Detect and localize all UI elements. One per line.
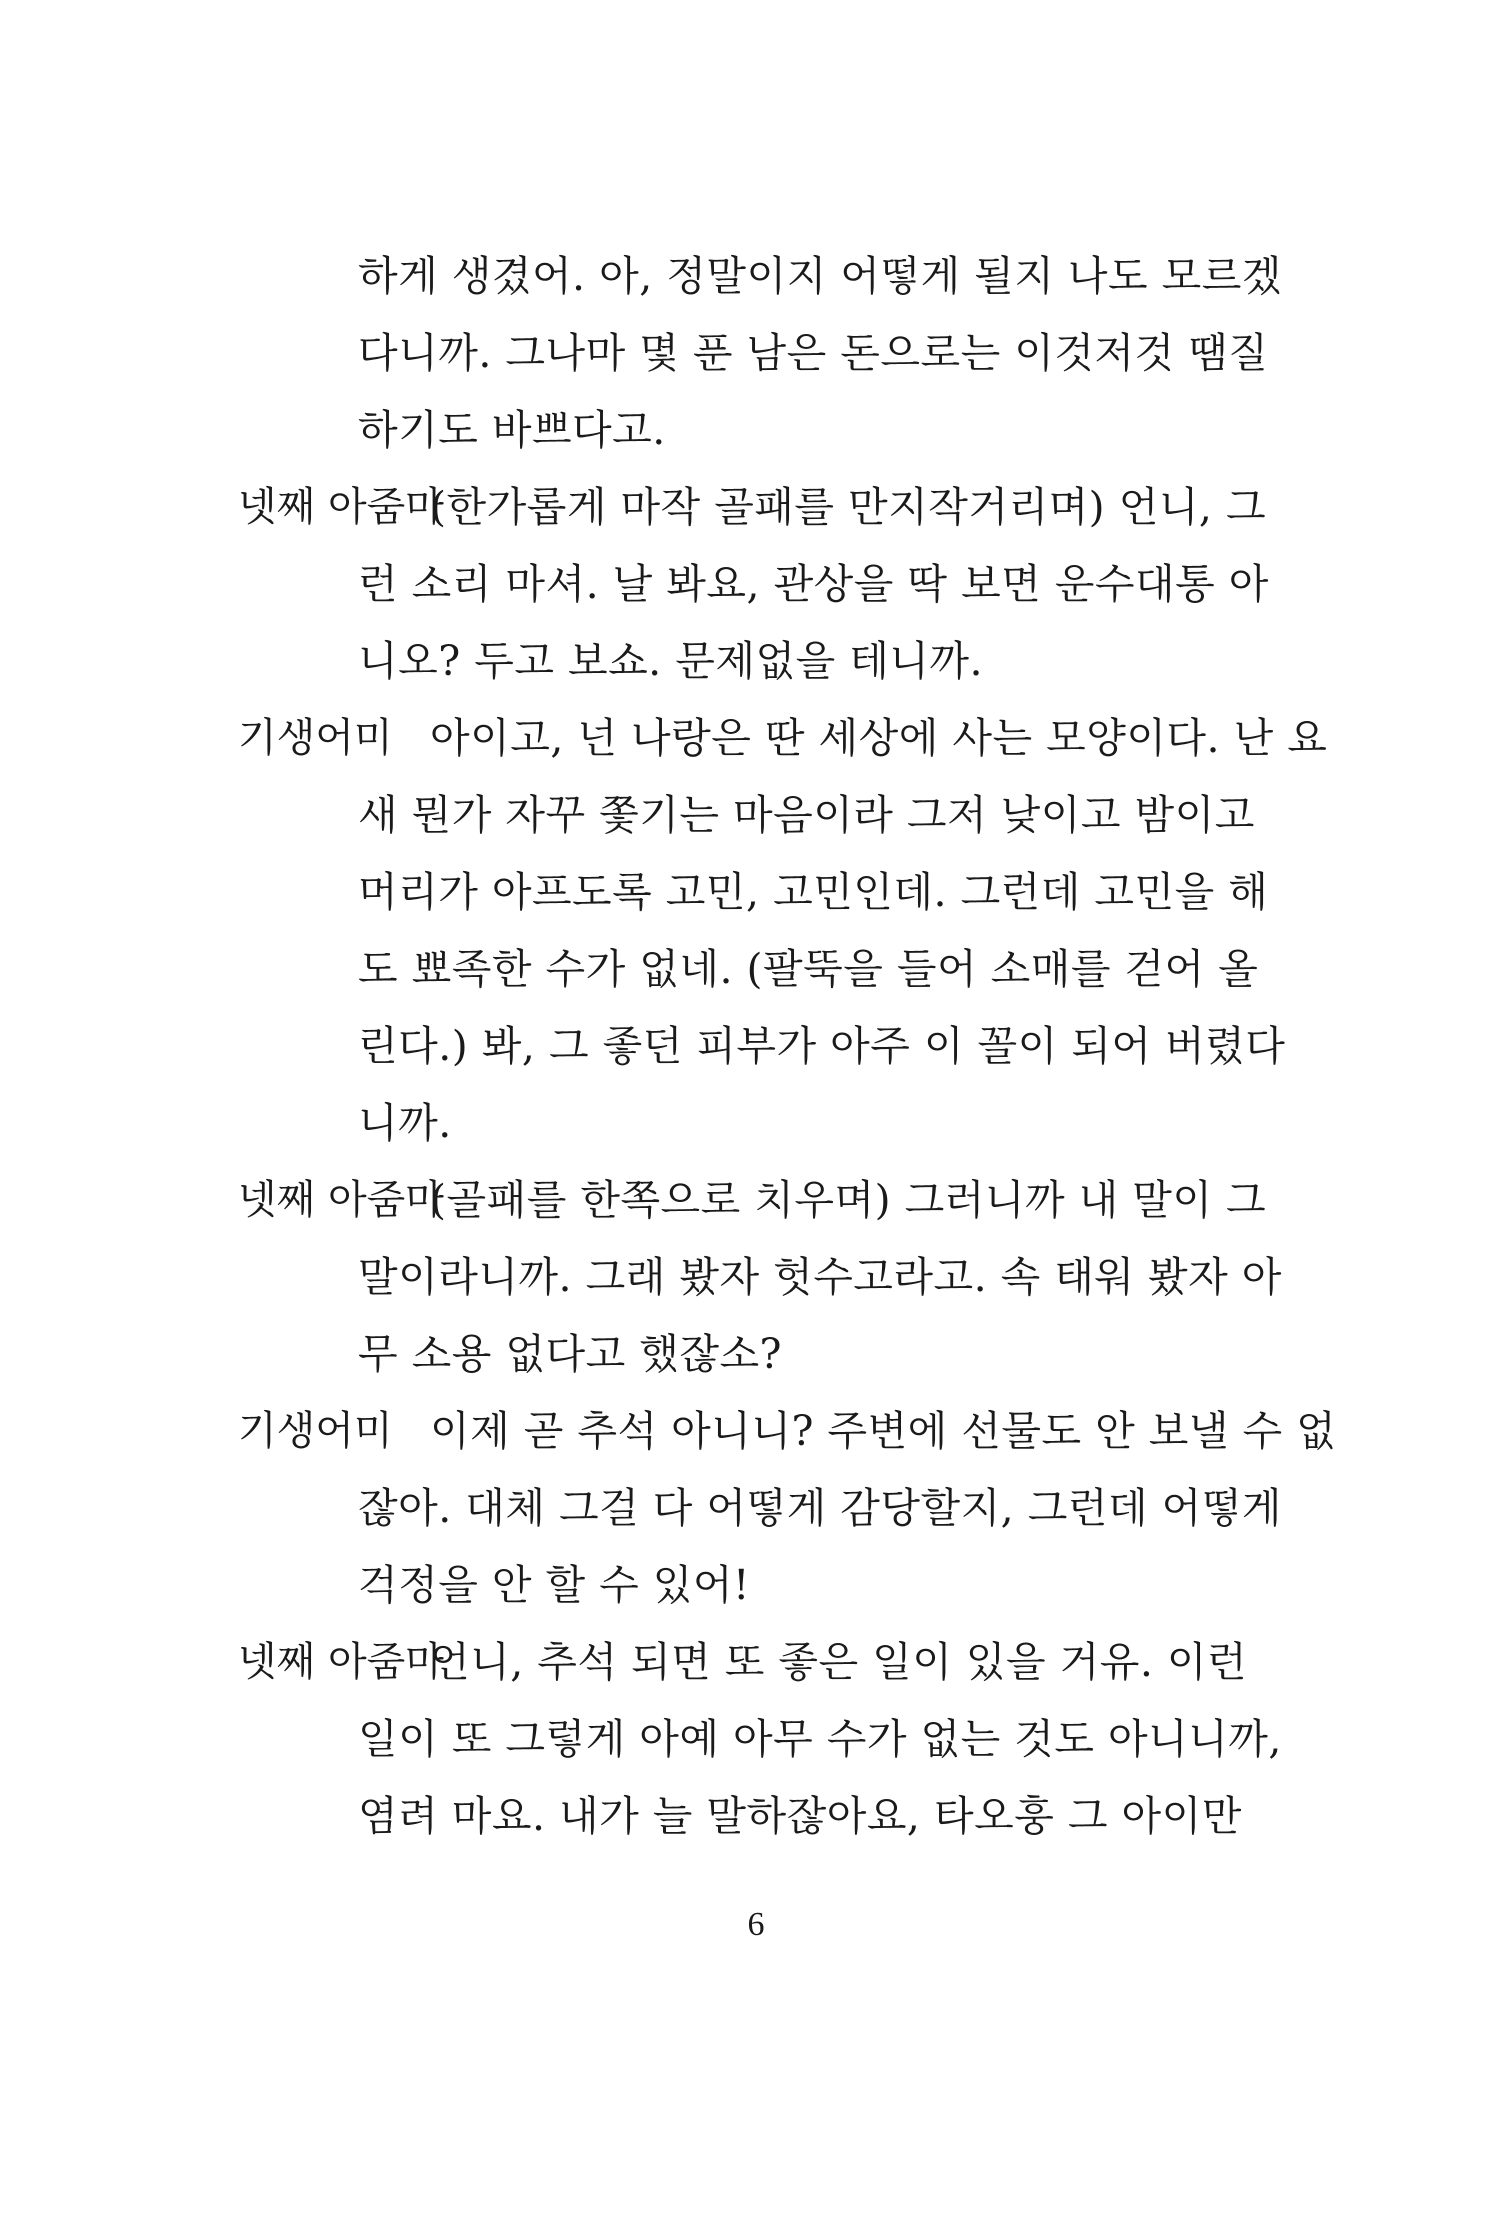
dialogue-line: 다니까. 그나마 몇 푼 남은 돈으로는 이것저것 땜질 [358, 329, 1269, 377]
dialogue-line: 일이 또 그렇게 아예 아무 수가 없는 것도 아니니까, [358, 1715, 1282, 1763]
dialogue-line: 말이라니까. 그래 봤자 헛수고라고. 속 태워 봤자 아 [358, 1253, 1282, 1301]
dialogue-line: (한가롭게 마작 골패를 만지작거리며) 언니, 그 [430, 483, 1267, 531]
dialogue-line: 린다.) 봐, 그 좋던 피부가 아주 이 꼴이 되어 버렸다 [358, 1022, 1286, 1070]
dialogue-line: 도 뾰족한 수가 없네. (팔뚝을 들어 소매를 걷어 올 [358, 945, 1259, 993]
speaker-name: 넷째 아줌마 [238, 1177, 444, 1223]
dialogue-line: 니까. [358, 1099, 452, 1147]
speaker-name: 넷째 아줌마 [238, 484, 444, 530]
dialogue-line: 아이고, 넌 나랑은 딴 세상에 사는 모양이다. 난 요 [430, 714, 1328, 762]
dialogue-line: 무 소용 없다고 했잖소? [358, 1330, 783, 1378]
speaker-name: 기생어미 [238, 1408, 393, 1454]
page-number: 6 [747, 1906, 765, 1943]
dialogue-line: 니오? 두고 보쇼. 문제없을 테니까. [358, 637, 984, 685]
speaker-name: 넷째 아줌마 [238, 1639, 444, 1685]
speaker-name: 기생어미 [238, 715, 393, 761]
dialogue-line: 머리가 아프도록 고민, 고민인데. 그런데 고민을 해 [358, 868, 1269, 916]
dialogue-line: 런 소리 마셔. 날 봐요, 관상을 딱 보면 운수대통 아 [358, 560, 1269, 608]
dialogue-line: 하기도 바쁘다고. [358, 406, 666, 454]
dialogue-line: 언니, 추석 되면 또 좋은 일이 있을 거유. 이런 [430, 1638, 1248, 1686]
dialogue-line: (골패를 한쪽으로 치우며) 그러니까 내 말이 그 [430, 1176, 1267, 1224]
dialogue-line: 걱정을 안 할 수 있어! [358, 1561, 750, 1609]
dialogue-line: 새 뭔가 자꾸 쫓기는 마음이라 그저 낮이고 밤이고 [358, 791, 1255, 839]
dialogue-line: 하게 생겼어. 아, 정말이지 어떻게 될지 나도 모르겠 [358, 252, 1282, 300]
dialogue-line: 염려 마요. 내가 늘 말하잖아요, 타오훙 그 아이만 [358, 1792, 1242, 1840]
dialogue-line: 이제 곧 추석 아니니? 주변에 선물도 안 보낼 수 없 [430, 1407, 1337, 1455]
dialogue-line: 잖아. 대체 그걸 다 어떻게 감당할지, 그런데 어떻게 [358, 1484, 1282, 1532]
